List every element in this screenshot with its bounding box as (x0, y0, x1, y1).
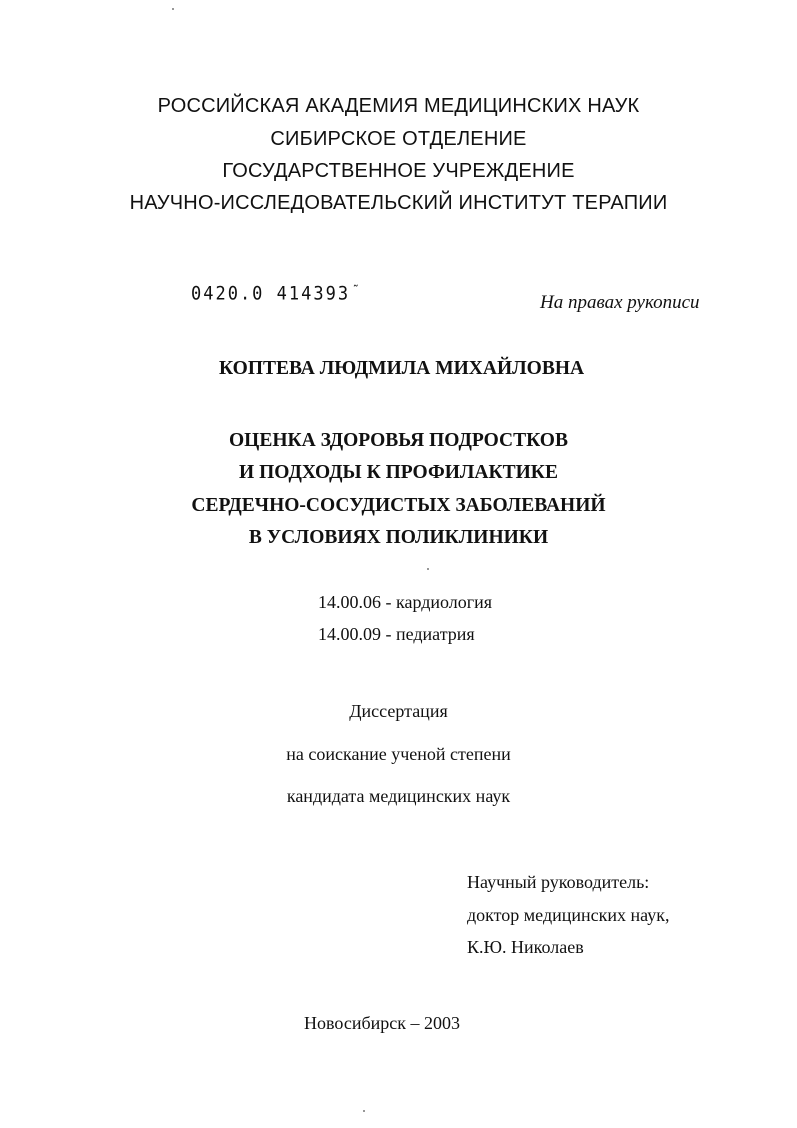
title-line-3: СЕРДЕЧНО-СОСУДИСТЫХ ЗАБОЛЕВАНИЙ (191, 495, 606, 516)
title-line-1: ОЦЕНКА ЗДОРОВЬЯ ПОДРОСТКОВ (229, 430, 568, 451)
institution-line-3: ГОСУДАРСТВЕННОЕ УЧРЕЖДЕНИЕ (222, 160, 575, 182)
title-line-2: И ПОДХОДЫ К ПРОФИЛАКТИКЕ (239, 462, 558, 483)
institution-line-4: НАУЧНО-ИССЛЕДОВАТЕЛЬСКИЙ ИНСТИТУТ ТЕРАПИИ (129, 192, 668, 214)
degree-line-2: на соискание ученой степени (286, 744, 511, 764)
city-year: Новосибирск – 2003 (304, 1013, 460, 1033)
stamp-tick-mark: ˜ (352, 283, 362, 299)
title-line-4: В УСЛОВИЯХ ПОЛИКЛИНИКИ (248, 527, 549, 548)
institution-line-1: РОССИЙСКАЯ АКАДЕМИЯ МЕДИЦИНСКИХ НАУК (157, 95, 640, 117)
institution-line-2: СИБИРСКОЕ ОТДЕЛЕНИЕ (270, 128, 527, 150)
scan-speck (363, 1110, 365, 1112)
supervisor-degree: доктор медицинских наук, (467, 905, 670, 925)
specialty-cardiology: 14.00.06 - кардиология (318, 592, 493, 612)
manuscript-note: На правах рукописи (540, 292, 700, 313)
supervisor-label: Научный руководитель: (467, 872, 650, 892)
degree-line-1: Диссертация (349, 701, 448, 721)
author-name: КОПТЕВА ЛЮДМИЛА МИХАЙЛОВНА (219, 358, 585, 379)
scan-speck (172, 8, 174, 10)
specialty-pediatrics: 14.00.09 - педиатрия (318, 624, 475, 644)
degree-line-3: кандидата медицинских наук (286, 786, 511, 806)
supervisor-name: К.Ю. Николаев (467, 937, 584, 957)
scan-speck (427, 568, 429, 570)
stamp-number: 0420.0 414393 ˜ (191, 283, 362, 305)
